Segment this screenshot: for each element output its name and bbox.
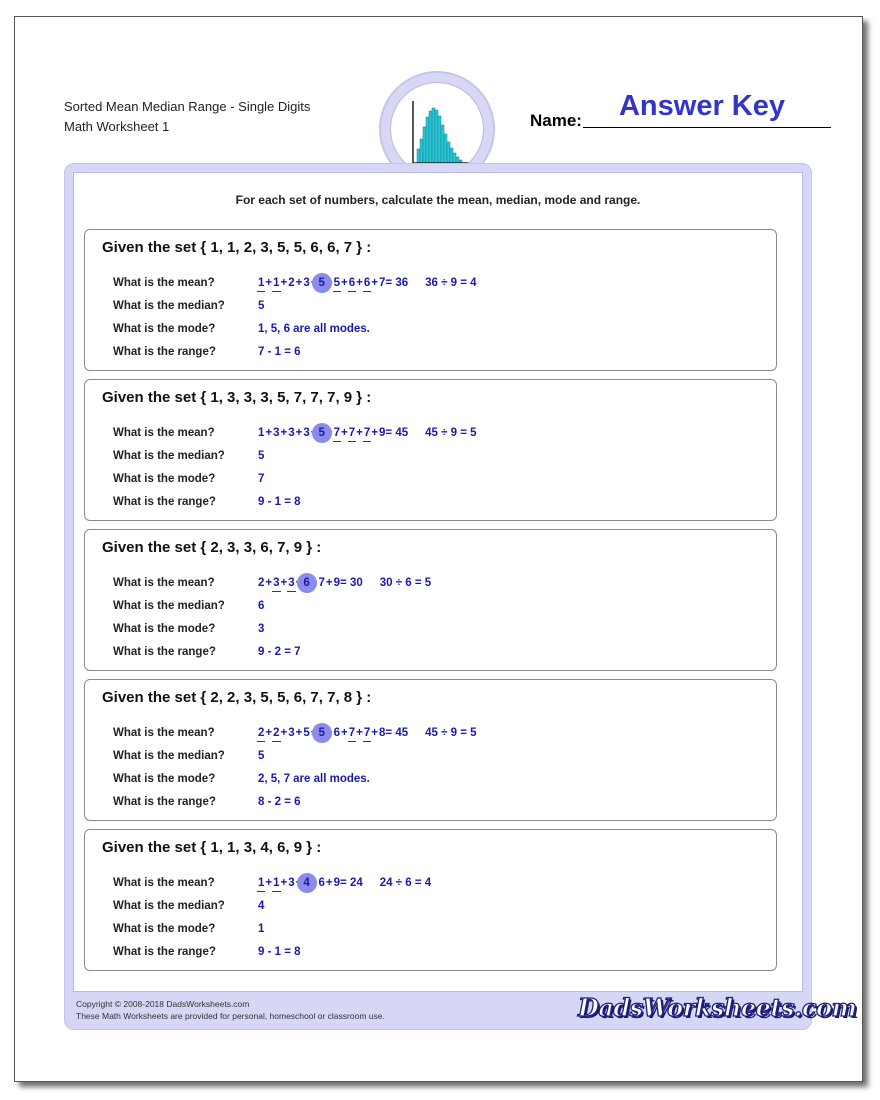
sum-term: 6 [333, 727, 341, 739]
question-median: What is the median? [113, 600, 225, 612]
question-range: What is the range? [113, 346, 216, 358]
sum-term: 7 [348, 427, 356, 439]
plus-sign: + [325, 427, 333, 439]
question-range: What is the range? [113, 796, 216, 808]
plus-sign: + [295, 427, 303, 439]
name-label: Name: [530, 111, 582, 130]
range-answer: 7 - 1 = 6 [258, 346, 301, 358]
plus-sign: + [310, 427, 318, 439]
plus-sign: + [280, 427, 288, 439]
plus-sign: + [310, 277, 318, 289]
plus-sign: + [265, 727, 273, 739]
range-answer: 8 - 2 = 6 [258, 796, 301, 808]
sum-term: 3 [288, 877, 295, 889]
sum-term: 1 [258, 277, 265, 289]
copyright-text: Copyright © 2008-2018 DadsWorksheets.com [76, 999, 250, 1009]
sum-total: = 36 [385, 277, 409, 289]
median-term: 4 [303, 877, 310, 889]
mode-answer: 2, 5, 7 are all modes. [258, 773, 370, 785]
question-range: What is the range? [113, 496, 216, 508]
plus-sign: + [295, 877, 303, 889]
median-term: 6 [303, 577, 310, 589]
question-mean: What is the mean? [113, 727, 215, 739]
mean-answer [258, 277, 477, 293]
question-mode: What is the mode? [113, 473, 216, 485]
plus-sign: + [371, 727, 378, 739]
median-answer: 6 [258, 600, 265, 612]
question-range: What is the range? [113, 946, 216, 958]
range-answer: 9 - 1 = 8 [258, 946, 301, 958]
mode-answer: 1, 5, 6 are all modes. [258, 323, 370, 335]
question-mode: What is the mode? [113, 323, 216, 335]
sum-term: 6 [348, 277, 356, 289]
problem-set-heading: Given the set { 1, 1, 2, 3, 5, 5, 6, 6, 7 } : [102, 239, 372, 256]
sum-term: 8 [379, 727, 386, 739]
question-mean: What is the mean? [113, 577, 215, 589]
question-mean: What is the mean? [113, 427, 215, 439]
question-mode: What is the mode? [113, 923, 216, 935]
mean-answer [258, 727, 477, 743]
sum-term: 3 [273, 577, 280, 589]
mean-division: 30 ÷ 6 = 5 [379, 577, 432, 589]
plus-sign: + [265, 877, 273, 889]
sum-term: 9 [333, 877, 341, 889]
sum-term: 1 [273, 277, 280, 289]
problem-set-heading: Given the set { 2, 2, 3, 5, 5, 6, 7, 7, 8 } : [102, 689, 372, 706]
sum-term: 1 [273, 877, 280, 889]
question-median: What is the median? [113, 900, 225, 912]
plus-sign: + [280, 277, 288, 289]
sum-term: 7 [363, 427, 371, 439]
worksheet-title-line1: Sorted Mean Median Range - Single Digits [64, 99, 311, 114]
sum-term: 3 [303, 277, 310, 289]
median-answer: 5 [258, 300, 265, 312]
plus-sign: + [265, 577, 273, 589]
sum-term: 3 [303, 427, 310, 439]
question-mean: What is the mean? [113, 877, 215, 889]
histogram-logo-inner [390, 82, 484, 176]
problem-card [84, 529, 777, 671]
plus-sign: + [341, 277, 348, 289]
median-answer: 4 [258, 900, 265, 912]
mean-division: 36 ÷ 9 = 4 [425, 277, 477, 289]
sum-term: 7 [363, 727, 371, 739]
mode-answer: 1 [258, 923, 265, 935]
plus-sign: + [371, 277, 378, 289]
median-answer: 5 [258, 450, 265, 462]
plus-sign: + [310, 727, 318, 739]
sum-total: = 30 [340, 577, 363, 589]
sum-term: 3 [288, 727, 295, 739]
mode-answer: 7 [258, 473, 265, 485]
plus-sign: + [265, 277, 273, 289]
sum-term: 1 [258, 427, 265, 439]
sum-term: 9 [379, 427, 386, 439]
question-median: What is the median? [113, 300, 225, 312]
median-answer: 5 [258, 750, 265, 762]
plus-sign: + [325, 277, 333, 289]
plus-sign: + [341, 427, 348, 439]
mean-division: 24 ÷ 6 = 4 [379, 877, 432, 889]
sum-term: 7 [348, 727, 356, 739]
question-median: What is the median? [113, 450, 225, 462]
sum-term: 3 [288, 427, 295, 439]
problem-set-heading: Given the set { 1, 3, 3, 3, 5, 7, 7, 7, 9 } : [102, 389, 372, 406]
sum-term: 2 [288, 277, 295, 289]
mean-answer [258, 877, 431, 893]
sum-term: 7 [379, 277, 386, 289]
sum-term: 5 [333, 277, 341, 289]
sum-total: = 45 [385, 727, 409, 739]
sum-term: 3 [288, 577, 295, 589]
plus-sign: + [310, 877, 318, 889]
footer-copyright [76, 998, 385, 1022]
median-term: 5 [318, 427, 325, 439]
sum-term: 2 [258, 727, 265, 739]
median-term: 5 [318, 277, 325, 289]
question-mode: What is the mode? [113, 623, 216, 635]
plus-sign: + [265, 427, 273, 439]
plus-sign: + [356, 277, 363, 289]
question-range: What is the range? [113, 646, 216, 658]
plus-sign: + [310, 577, 318, 589]
brand-logo-text: DadsWorksheets.com [578, 993, 857, 1022]
plus-sign: + [295, 727, 303, 739]
sum-term: 1 [258, 877, 265, 889]
plus-sign: + [280, 727, 288, 739]
plus-sign: + [371, 427, 378, 439]
plus-sign: + [325, 727, 333, 739]
plus-sign: + [356, 727, 363, 739]
median-term: 5 [318, 727, 325, 739]
question-mean: What is the mean? [113, 277, 215, 289]
mean-answer [258, 577, 431, 593]
mode-answer: 3 [258, 623, 265, 635]
usage-notice: These Math Worksheets are provided for personal, homeschool or classroom use. [76, 1011, 385, 1021]
plus-sign: + [295, 577, 303, 589]
sum-term: 9 [333, 577, 341, 589]
mean-answer [258, 427, 477, 443]
plus-sign: + [280, 877, 288, 889]
sum-term: 6 [363, 277, 371, 289]
answer-key: Answer Key [618, 90, 785, 122]
instructions: For each set of numbers, calculate the mean, median, mode and range. [235, 193, 641, 207]
sum-total: = 24 [340, 877, 363, 889]
problem-set-heading: Given the set { 2, 3, 3, 6, 7, 9 } : [102, 539, 322, 556]
sum-total: = 45 [385, 427, 409, 439]
worksheet-title [64, 97, 310, 137]
mean-division: 45 ÷ 9 = 5 [425, 427, 477, 439]
question-median: What is the median? [113, 750, 225, 762]
sum-term: 5 [303, 727, 310, 739]
range-answer: 9 - 1 = 8 [258, 496, 301, 508]
plus-sign: + [295, 277, 303, 289]
sum-term: 2 [258, 577, 265, 589]
question-mode: What is the mode? [113, 773, 216, 785]
range-answer: 9 - 2 = 7 [258, 646, 301, 658]
plus-sign: + [325, 577, 333, 589]
name-line [583, 127, 831, 128]
plus-sign: + [341, 727, 348, 739]
brand-logo [578, 993, 856, 1022]
problem-card [84, 679, 777, 821]
sum-term: 3 [273, 427, 280, 439]
mean-division: 45 ÷ 9 = 5 [425, 727, 477, 739]
sum-term: 6 [318, 877, 325, 889]
worksheet-title-line2: Math Worksheet 1 [64, 119, 170, 134]
sum-term: 7 [318, 577, 325, 589]
sum-term: 2 [273, 727, 280, 739]
problem-card [84, 829, 777, 971]
problem-set-heading: Given the set { 1, 1, 3, 4, 6, 9 } : [102, 839, 322, 856]
problem-card [84, 379, 777, 521]
plus-sign: + [356, 427, 363, 439]
plus-sign: + [280, 577, 288, 589]
plus-sign: + [325, 877, 333, 889]
sum-term: 7 [333, 427, 341, 439]
problem-card [84, 229, 777, 371]
